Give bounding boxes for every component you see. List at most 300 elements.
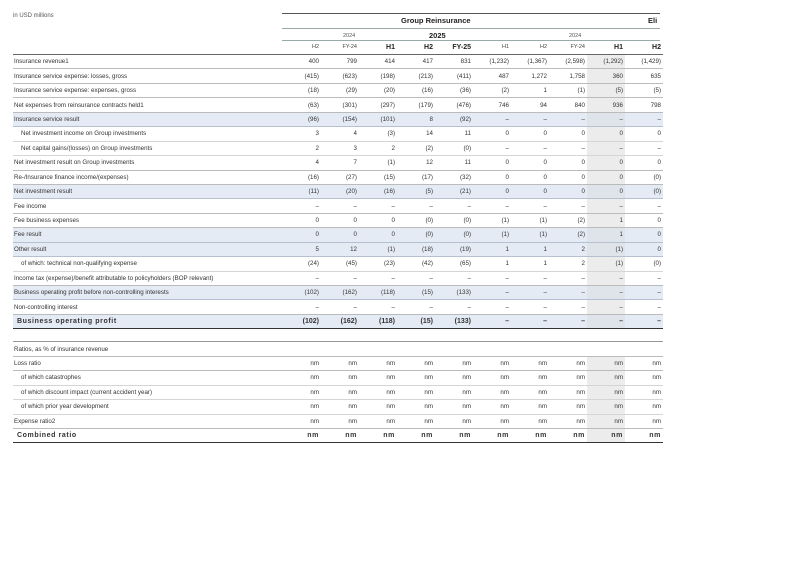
row-value: 11 [435, 127, 473, 141]
table-row [13, 98, 663, 112]
row-label: Fee business expenses [13, 213, 283, 227]
row-value: nm [511, 414, 549, 428]
row-value: – [511, 286, 549, 300]
row-value: nm [473, 428, 511, 442]
row-label: Business operating profit [13, 314, 283, 328]
row-value: 11 [435, 156, 473, 170]
row-value: 635 [625, 69, 663, 83]
row-value: – [397, 271, 435, 285]
row-value: 1,272 [511, 69, 549, 83]
row-value: 0 [511, 156, 549, 170]
row-value: 1 [511, 257, 549, 271]
row-value: – [625, 314, 663, 328]
table-row [13, 69, 663, 83]
table-row [13, 112, 663, 126]
row-value: (45) [321, 257, 359, 271]
row-value: (297) [359, 98, 397, 112]
row-label: of which prior year development [13, 400, 283, 414]
row-value: – [511, 141, 549, 155]
spacer-cell [625, 329, 663, 342]
row-value: 417 [397, 55, 435, 69]
row-value: (1) [359, 156, 397, 170]
row-value: (3) [359, 127, 397, 141]
row-label: Net expenses from reinsurance contracts held1 [13, 98, 283, 112]
row-value: nm [359, 371, 397, 385]
group-header-reinsurance: Group Reinsurance [401, 16, 471, 25]
spacer-cell [13, 329, 283, 342]
row-label: Net capital gains/(losses) on Group investments [13, 141, 283, 155]
column-header: H2 [283, 41, 321, 55]
column-header: H1 [473, 41, 511, 55]
row-value: – [625, 199, 663, 213]
row-label: Expense ratio2 [13, 414, 283, 428]
row-value: (101) [359, 112, 397, 126]
table-row [13, 400, 663, 414]
row-value: (0) [397, 228, 435, 242]
row-label: Net investment income on Group investments [13, 127, 283, 141]
column-header-blank [13, 41, 283, 55]
row-value: 0 [587, 170, 625, 184]
row-label: Insurance service result [13, 112, 283, 126]
column-header: H2 [397, 41, 435, 55]
row-value: nm [549, 385, 587, 399]
row-value: 1 [473, 257, 511, 271]
row-value: (179) [397, 98, 435, 112]
row-value: nm [283, 400, 321, 414]
row-value: – [625, 300, 663, 314]
row-value: nm [473, 385, 511, 399]
row-value: nm [283, 414, 321, 428]
row-value: (5) [625, 83, 663, 97]
row-label: Business operating profit before non-controlling interests [13, 286, 283, 300]
spacer-cell [549, 329, 587, 342]
year-2024-right: 2024 [569, 33, 582, 39]
row-value: – [435, 300, 473, 314]
row-value: 94 [511, 98, 549, 112]
spacer-row [13, 329, 663, 342]
row-value: 2 [549, 242, 587, 256]
row-value: – [511, 300, 549, 314]
row-value: nm [283, 356, 321, 370]
row-value: (1,429) [625, 55, 663, 69]
row-value: 1,758 [549, 69, 587, 83]
row-value: (92) [435, 112, 473, 126]
row-value: nm [625, 414, 663, 428]
row-value: – [549, 300, 587, 314]
spacer-cell [283, 329, 321, 342]
row-value: nm [435, 400, 473, 414]
row-value: 0 [473, 127, 511, 141]
table-row [13, 242, 663, 256]
row-value: – [587, 300, 625, 314]
row-value: – [473, 314, 511, 328]
row-value: nm [625, 356, 663, 370]
row-value: (27) [321, 170, 359, 184]
row-value: – [283, 300, 321, 314]
row-value: (2) [397, 141, 435, 155]
row-value: (0) [625, 257, 663, 271]
table-row [13, 257, 663, 271]
row-value: 0 [511, 127, 549, 141]
row-value: 0 [359, 213, 397, 227]
spacer-cell [359, 329, 397, 342]
row-value: 4 [283, 156, 321, 170]
row-value: (21) [435, 184, 473, 198]
column-header-row [13, 41, 663, 55]
row-label: Non-controlling interest [13, 300, 283, 314]
row-value: nm [511, 400, 549, 414]
row-value: (476) [435, 98, 473, 112]
row-value: nm [587, 428, 625, 442]
row-value: 2 [359, 141, 397, 155]
row-value: – [511, 271, 549, 285]
row-value: nm [321, 385, 359, 399]
row-value: nm [283, 371, 321, 385]
row-value: 0 [625, 242, 663, 256]
group-header-right: Eli [648, 16, 658, 25]
row-value: 831 [435, 55, 473, 69]
row-value: (19) [435, 242, 473, 256]
table-row [13, 83, 663, 97]
row-value: 0 [473, 156, 511, 170]
row-value: (154) [321, 112, 359, 126]
header-group-rule [282, 28, 660, 29]
spacer-cell [397, 329, 435, 342]
row-value: – [473, 112, 511, 126]
row-value: 746 [473, 98, 511, 112]
row-value: nm [283, 428, 321, 442]
row-label: Fee income [13, 199, 283, 213]
table-row [13, 414, 663, 428]
row-label: Fee result [13, 228, 283, 242]
row-value: 0 [473, 184, 511, 198]
spacer-cell [473, 329, 511, 342]
row-value: 0 [549, 156, 587, 170]
row-value: (20) [359, 83, 397, 97]
row-label: of which: technical non-qualifying expense [13, 257, 283, 271]
row-value: – [473, 271, 511, 285]
row-value: – [435, 199, 473, 213]
row-value: (29) [321, 83, 359, 97]
row-value: 2 [549, 257, 587, 271]
row-value: (1) [511, 213, 549, 227]
row-label: Loss ratio [13, 356, 283, 370]
row-value: – [321, 199, 359, 213]
row-value: – [397, 300, 435, 314]
table-row [13, 371, 663, 385]
row-value: nm [587, 371, 625, 385]
header-top-rule [282, 13, 660, 14]
row-value: – [587, 141, 625, 155]
row-value: 0 [625, 127, 663, 141]
unit-label: in USD millions [13, 13, 54, 19]
row-value: (20) [321, 184, 359, 198]
table-row [13, 286, 663, 300]
row-value: (162) [321, 286, 359, 300]
row-value: 840 [549, 98, 587, 112]
row-value: nm [511, 356, 549, 370]
row-value: (23) [359, 257, 397, 271]
row-value: 0 [587, 127, 625, 141]
row-value: (1) [511, 228, 549, 242]
row-value: 0 [549, 170, 587, 184]
row-value: 0 [283, 228, 321, 242]
row-value: 12 [321, 242, 359, 256]
row-value: nm [283, 385, 321, 399]
column-header: H1 [587, 41, 625, 55]
row-value: – [549, 314, 587, 328]
column-header: H2 [511, 41, 549, 55]
row-value: nm [397, 356, 435, 370]
column-header: FY-24 [321, 41, 359, 55]
spacer-cell [587, 329, 625, 342]
column-header: FY-24 [549, 41, 587, 55]
row-value: (623) [321, 69, 359, 83]
table-row [13, 271, 663, 285]
row-value: – [321, 300, 359, 314]
row-value: nm [511, 371, 549, 385]
row-value: (65) [435, 257, 473, 271]
row-value: 487 [473, 69, 511, 83]
row-value: (162) [321, 314, 359, 328]
row-value: 936 [587, 98, 625, 112]
row-value: 2 [283, 141, 321, 155]
column-header: H1 [359, 41, 397, 55]
table-row [13, 141, 663, 155]
row-value: nm [359, 428, 397, 442]
row-value: nm [359, 385, 397, 399]
row-value: (198) [359, 69, 397, 83]
row-value: 0 [587, 156, 625, 170]
row-value: 0 [511, 170, 549, 184]
row-value: nm [511, 428, 549, 442]
row-value: (5) [397, 184, 435, 198]
row-value: – [359, 271, 397, 285]
table-row [13, 199, 663, 213]
row-value: 360 [587, 69, 625, 83]
row-label: Insurance service expense: expenses, gross [13, 83, 283, 97]
row-value: nm [435, 428, 473, 442]
row-value: – [321, 271, 359, 285]
row-value: (2) [549, 213, 587, 227]
row-value: 5 [283, 242, 321, 256]
row-value: nm [549, 371, 587, 385]
row-value: (16) [359, 184, 397, 198]
row-value: – [625, 271, 663, 285]
row-value: nm [397, 371, 435, 385]
ratios-title: Ratios, as % of insurance revenue [13, 342, 663, 356]
row-value: nm [321, 371, 359, 385]
row-value: nm [473, 414, 511, 428]
row-value: nm [435, 371, 473, 385]
table-row [13, 314, 663, 328]
table-row [13, 184, 663, 198]
row-value: nm [549, 428, 587, 442]
row-label: Insurance service expense: losses, gross [13, 69, 283, 83]
row-value: (118) [359, 286, 397, 300]
row-label: of which catastrophes [13, 371, 283, 385]
row-label: Re-/Insurance finance income/(expenses) [13, 170, 283, 184]
row-value: – [587, 314, 625, 328]
row-value: 0 [549, 127, 587, 141]
ratios-title-row [13, 342, 663, 356]
row-label: Net investment result [13, 184, 283, 198]
row-value: 1 [511, 83, 549, 97]
row-value: (1) [549, 83, 587, 97]
row-value: (2) [549, 228, 587, 242]
row-value: 0 [359, 228, 397, 242]
row-value: nm [473, 356, 511, 370]
row-value: nm [321, 356, 359, 370]
row-value: nm [397, 385, 435, 399]
row-value: (1,292) [587, 55, 625, 69]
row-value: (11) [283, 184, 321, 198]
row-value: (2) [473, 83, 511, 97]
row-value: 400 [283, 55, 321, 69]
row-value: 7 [321, 156, 359, 170]
row-value: – [549, 112, 587, 126]
row-value: nm [549, 400, 587, 414]
row-label: Combined ratio [13, 428, 283, 442]
row-value: 3 [321, 141, 359, 155]
row-value: – [359, 199, 397, 213]
row-value: (0) [625, 170, 663, 184]
row-value: – [587, 286, 625, 300]
row-value: – [473, 141, 511, 155]
row-value: (16) [397, 83, 435, 97]
row-value: (1) [473, 213, 511, 227]
row-value: 0 [549, 184, 587, 198]
table-row [13, 428, 663, 442]
row-value: (415) [283, 69, 321, 83]
row-value: (15) [397, 314, 435, 328]
row-value: nm [625, 400, 663, 414]
row-value: – [549, 286, 587, 300]
spacer-cell [321, 329, 359, 342]
row-value: – [473, 300, 511, 314]
row-value: – [549, 199, 587, 213]
row-value: (1) [359, 242, 397, 256]
row-value: 0 [511, 184, 549, 198]
row-value: (0) [397, 213, 435, 227]
row-value: nm [549, 356, 587, 370]
row-value: (133) [435, 314, 473, 328]
row-value: 0 [321, 213, 359, 227]
row-value: nm [587, 414, 625, 428]
row-value: – [283, 271, 321, 285]
row-value: 799 [321, 55, 359, 69]
row-value: 0 [587, 184, 625, 198]
row-value: (0) [435, 228, 473, 242]
row-value: 4 [321, 127, 359, 141]
row-label: Insurance revenue1 [13, 55, 283, 69]
column-header: FY-25 [435, 41, 473, 55]
spacer-cell [435, 329, 473, 342]
row-value: nm [473, 371, 511, 385]
row-value: – [625, 112, 663, 126]
row-value: nm [435, 356, 473, 370]
row-value: (63) [283, 98, 321, 112]
row-value: (5) [587, 83, 625, 97]
table-row [13, 55, 663, 69]
row-value: – [587, 199, 625, 213]
row-value: nm [587, 400, 625, 414]
row-value: – [359, 300, 397, 314]
row-value: (32) [435, 170, 473, 184]
row-label: of which discount impact (current accident year) [13, 385, 283, 399]
row-value: – [549, 271, 587, 285]
row-value: 1 [587, 228, 625, 242]
table-row [13, 300, 663, 314]
row-value: nm [359, 400, 397, 414]
row-value: nm [587, 356, 625, 370]
row-value: 0 [625, 228, 663, 242]
row-value: 0 [473, 170, 511, 184]
row-value: nm [435, 414, 473, 428]
row-label: Net investment result on Group investments [13, 156, 283, 170]
row-value: 798 [625, 98, 663, 112]
column-header: H2 [625, 41, 663, 55]
row-value: (1) [587, 242, 625, 256]
row-value: (2,598) [549, 55, 587, 69]
row-value: nm [473, 400, 511, 414]
row-value: (15) [397, 286, 435, 300]
row-label: Other result [13, 242, 283, 256]
row-value: (42) [397, 257, 435, 271]
row-value: 0 [321, 228, 359, 242]
row-value: 0 [625, 213, 663, 227]
row-value: – [473, 199, 511, 213]
row-value: (411) [435, 69, 473, 83]
row-value: 3 [283, 127, 321, 141]
row-value: (0) [625, 184, 663, 198]
row-value: 12 [397, 156, 435, 170]
spacer-cell [511, 329, 549, 342]
row-value: – [587, 112, 625, 126]
row-value: (17) [397, 170, 435, 184]
row-value: – [587, 271, 625, 285]
row-value: nm [359, 414, 397, 428]
row-value: (0) [435, 213, 473, 227]
row-value: (24) [283, 257, 321, 271]
row-value: nm [321, 400, 359, 414]
row-value: nm [359, 356, 397, 370]
row-value: nm [435, 385, 473, 399]
row-value: (213) [397, 69, 435, 83]
row-value: (15) [359, 170, 397, 184]
row-value: – [511, 112, 549, 126]
row-value: – [625, 286, 663, 300]
row-value: nm [321, 414, 359, 428]
row-value: – [435, 271, 473, 285]
table-row [13, 228, 663, 242]
table-row [13, 385, 663, 399]
row-value: (102) [283, 286, 321, 300]
row-value: nm [625, 385, 663, 399]
row-value: (16) [283, 170, 321, 184]
row-value: – [549, 141, 587, 155]
row-value: (301) [321, 98, 359, 112]
row-value: 8 [397, 112, 435, 126]
row-value: – [473, 286, 511, 300]
row-value: nm [587, 385, 625, 399]
row-value: (1) [587, 257, 625, 271]
row-value: (102) [283, 314, 321, 328]
row-value: 414 [359, 55, 397, 69]
row-value: – [511, 314, 549, 328]
row-value: (118) [359, 314, 397, 328]
row-value: nm [625, 371, 663, 385]
